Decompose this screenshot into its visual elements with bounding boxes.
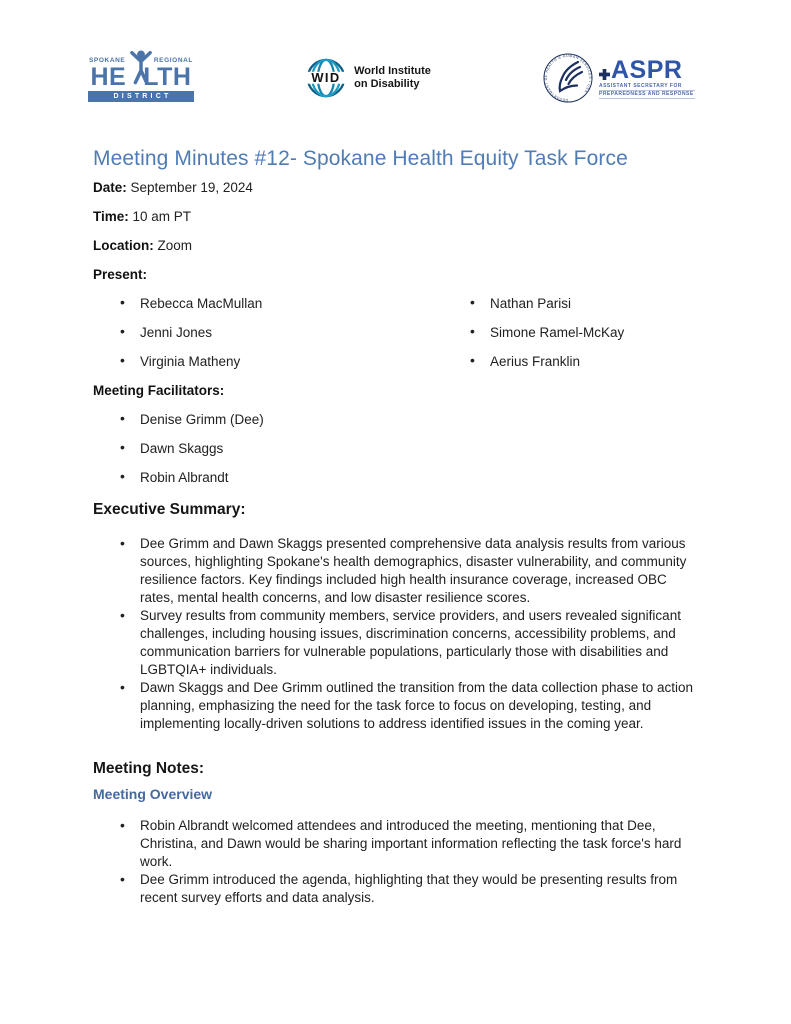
aspr-subtitle-line2: PREPAREDNESS AND RESPONSE <box>598 90 694 97</box>
date-value: September 19, 2024 <box>130 180 253 195</box>
list-item: • Rebecca MacMullan <box>140 296 443 311</box>
seal-circular-text: DEPARTMENT OF HEALTH & HUMAN SERVICES • USA <box>543 53 593 103</box>
executive-summary-list <box>93 535 700 733</box>
list-item: • Aerius Franklin <box>490 354 700 369</box>
wid-name-line1: World Institute <box>354 65 431 78</box>
list-item: • Jenni Jones <box>140 325 443 340</box>
wid-logo <box>305 57 431 99</box>
executive-summary-heading: Executive Summary: <box>93 501 246 518</box>
present-heading: Present: <box>93 267 148 282</box>
document-body <box>0 146 791 907</box>
srhd-district-bar: DISTRICT <box>88 91 194 102</box>
aspr-cross-icon <box>599 69 610 80</box>
list-item: • Virginia Matheny <box>140 354 443 369</box>
srhd-word-regional: REGIONAL <box>153 57 193 64</box>
facilitator-list <box>93 412 700 485</box>
page-title: Meeting Minutes #12- Spokane Health Equity Task Force <box>93 147 628 170</box>
date-label: Date: <box>93 180 127 195</box>
meeting-overview-subheading: Meeting Overview <box>93 786 213 802</box>
spokane-regional-health-district-logo <box>88 54 194 102</box>
wid-acronym: WID <box>311 69 341 85</box>
globe-icon <box>305 57 347 99</box>
list-item: • Robin Albrandt <box>140 470 700 485</box>
facilitators-heading: Meeting Facilitators: <box>93 383 225 398</box>
location-label: Location: <box>93 238 154 253</box>
meeting-notes-heading: Meeting Notes: <box>93 760 205 777</box>
hhs-seal-icon <box>542 52 594 104</box>
list-item: • Dee Grimm introduced the agenda, highlighting that they would be presenting results from recent survey efforts and data analysis. <box>140 871 700 907</box>
location-value: Zoom <box>157 238 193 253</box>
list-item: • Dee Grimm and Dawn Skaggs presented comprehensive data analysis results from various sources, highlighting Spokane's health demographics, disaster vulnerability, and community resilience factors. Key findings included high health insurance coverage, increased OBC rates, mental health concerns, and low disaster resilience scores. <box>140 535 700 607</box>
aspr-subtitle-line1: ASSISTANT SECRETARY FOR <box>599 83 695 91</box>
list-item: • Nathan Parisi <box>490 296 700 311</box>
meta-time <box>93 209 700 224</box>
srhd-word-spokane: SPOKANE <box>89 57 126 64</box>
attendee-columns <box>93 296 700 383</box>
time-value: 10 am PT <box>132 209 192 224</box>
list-item: • Dawn Skaggs and Dee Grimm outlined the transition from the data collection phase to action planning, emphasizing the need for the task force to focus on developing, testing, and implementing locally-driven solutions to address identified issues in the coming year. <box>140 679 700 733</box>
person-figure-icon <box>128 48 154 86</box>
aspr-logo <box>542 52 695 104</box>
list-item: • Survey results from community members, service providers, and users revealed significant challenges, including housing issues, discrimination concerns, accessibility problems, and communication barriers for vulnerable populations, particularly those with disabilities and LGBTQIA+ individuals. <box>140 607 700 679</box>
time-label: Time: <box>93 209 129 224</box>
meta-location <box>93 238 700 253</box>
attendee-list-col2 <box>443 296 700 383</box>
meeting-meta <box>93 180 700 282</box>
srhd-health-lth: LTH <box>143 62 192 91</box>
list-item: • Robin Albrandt welcomed attendees and introduced the meeting, mentioning that Dee, Christina, and Dawn would be sharing important information reflecting the task force's hard work. <box>140 817 700 871</box>
list-item: • Simone Ramel-McKay <box>490 325 700 340</box>
srhd-health-he: HE <box>90 62 127 91</box>
logo-header <box>0 0 791 112</box>
meta-date <box>93 180 700 195</box>
list-item: • Dawn Skaggs <box>140 441 700 456</box>
meeting-notes-list <box>93 817 700 907</box>
aspr-acronym-text: ASPR <box>610 55 683 84</box>
attendee-list-col1 <box>93 296 443 383</box>
wid-name-line2: on Disability <box>354 78 420 90</box>
list-item: • Denise Grimm (Dee) <box>140 412 700 427</box>
